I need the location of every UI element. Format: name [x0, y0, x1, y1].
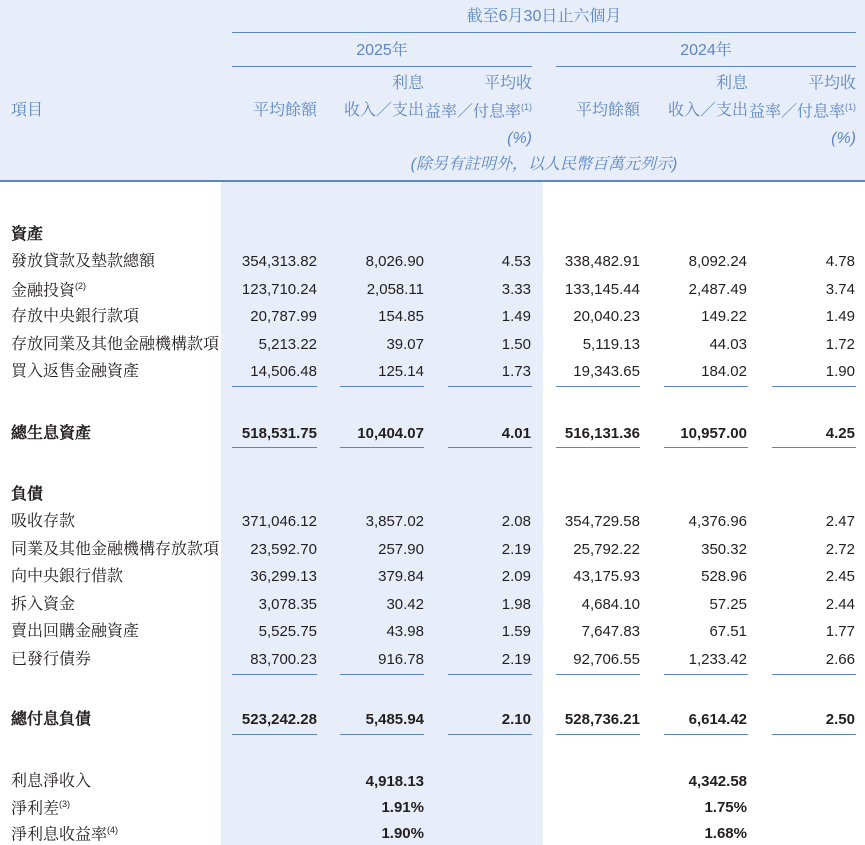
row-label-text: 總生息資產	[11, 425, 92, 442]
asset-row-label	[11, 309, 139, 325]
cell-underline	[340, 447, 424, 448]
asset-row-label	[11, 364, 139, 380]
col-rate-top-2024: 平均收	[807, 75, 856, 92]
table-cell: 4.25	[825, 425, 855, 442]
asset-row-label	[11, 282, 86, 299]
table-cell: 1.49	[501, 308, 531, 325]
row-label-text: 吸收存款	[11, 513, 76, 530]
row-label-text: 存放中央銀行款項	[11, 308, 140, 325]
table-cell: 350.32	[701, 540, 747, 558]
year-2024-rule	[556, 66, 856, 67]
summary-row-label	[11, 826, 118, 843]
cell-underline	[664, 447, 748, 448]
cell-underline	[232, 386, 317, 387]
footnote-ref: (4)	[107, 825, 119, 835]
cell-underline	[772, 447, 856, 448]
table-cell: 25,792.22	[573, 540, 640, 558]
row-label-text: 賣出回購金融資產	[11, 623, 140, 640]
liability-row-label	[11, 652, 91, 668]
row-label-text: 買入返售金融資產	[11, 363, 140, 380]
liability-row-label	[11, 597, 75, 613]
table-cell: 10,404.07	[357, 425, 424, 442]
asset-row-label	[11, 254, 155, 270]
table-cell: 516,131.36	[564, 425, 640, 442]
table-cell: 3,857.02	[365, 513, 424, 530]
summary-value-2024: 4,342.58	[688, 773, 747, 790]
cell-underline	[772, 734, 856, 735]
table-cell: 4,684.10	[581, 595, 640, 613]
table-cell: 5,485.94	[365, 711, 424, 728]
liability-row-label	[11, 624, 139, 640]
cell-underline	[772, 674, 856, 675]
cell-underline	[340, 386, 424, 387]
cell-underline	[772, 386, 856, 387]
table-cell: 8,092.24	[688, 253, 747, 270]
liabilities-section-heading: 負債	[11, 486, 44, 503]
col-avg-balance-2025: 平均餘額	[252, 102, 317, 119]
col-avg-balance-2024: 平均餘額	[575, 102, 640, 119]
table-cell: 57.25	[709, 595, 747, 613]
cell-underline	[556, 386, 640, 387]
table-cell: 149.22	[701, 308, 747, 325]
cell-underline	[448, 447, 532, 448]
table-cell: 2.66	[825, 650, 855, 668]
table-cell: 3.33	[501, 280, 531, 298]
table-cell: 523,242.28	[241, 711, 317, 728]
table-cell: 3.74	[825, 280, 855, 298]
table-cell: 10,957.00	[680, 425, 747, 442]
table-cell: 518,531.75	[241, 425, 317, 442]
table-cell: 528.96	[701, 568, 747, 585]
row-label-text: 向中央銀行借款	[11, 568, 124, 585]
col-rate-unit-2024: (%)	[831, 130, 856, 147]
liability-row-label	[11, 542, 219, 558]
cell-underline	[664, 674, 748, 675]
row-label-text: 淨利差	[11, 800, 60, 818]
table-cell: 39.07	[386, 335, 424, 353]
row-label-text: 總付息負債	[11, 711, 92, 728]
table-cell: 1.72	[825, 335, 855, 353]
table-cell: 2.19	[501, 650, 531, 668]
table-cell: 14,506.48	[250, 363, 317, 380]
table-cell: 1.77	[825, 623, 855, 640]
table-cell: 1.73	[501, 363, 531, 380]
cell-underline	[448, 734, 532, 735]
row-label-text: 拆入資金	[11, 595, 76, 613]
table-cell: 5,119.13	[582, 335, 640, 353]
table-cell: 1.98	[501, 595, 531, 613]
cell-underline	[556, 447, 640, 448]
cell-underline	[556, 674, 640, 675]
table-cell: 43.98	[386, 623, 424, 640]
table-cell: 19,343.65	[573, 363, 640, 380]
cell-underline	[448, 674, 532, 675]
table-cell: 43,175.93	[573, 568, 640, 585]
unit-note: (除另有註明外，以人民幣百萬元列示)	[410, 156, 678, 173]
period-rule	[232, 32, 856, 33]
cell-underline	[448, 386, 532, 387]
table-cell: 4.01	[501, 425, 531, 442]
table-cell: 2.44	[825, 595, 855, 613]
footnote-ref: (2)	[75, 280, 87, 291]
table-cell: 20,787.99	[250, 308, 317, 325]
table-cell: 916.78	[378, 650, 424, 668]
row-label-text: 金融投資	[11, 281, 76, 299]
table-cell: 30.42	[386, 595, 424, 613]
table-cell: 1.50	[501, 335, 531, 353]
header-bottom-rule	[0, 180, 865, 182]
table-cell: 4.78	[825, 253, 855, 270]
table-cell: 133,145.44	[564, 280, 640, 298]
table-cell: 2,487.49	[688, 280, 747, 298]
table-cell: 2.10	[501, 711, 531, 728]
period-heading: 截至6月30日止六個月	[466, 8, 622, 25]
table-cell: 354,313.82	[241, 253, 317, 270]
col-interest-bottom-2024: 收入／支出	[667, 102, 748, 119]
table-cell: 4,376.96	[688, 513, 747, 530]
col-rate-bottom-2024: 益率／付息率$^{(1)}$	[748, 102, 856, 121]
col-rate-bottom-2025: 益率／付息率$^{(1)}$	[424, 102, 532, 121]
table-cell: 2.08	[501, 513, 531, 530]
year-2025-rule	[232, 66, 532, 67]
asset-row-label	[11, 337, 219, 353]
row-label-text: 已發行債券	[11, 650, 92, 668]
col-interest-bottom-2025: 收入／支出	[343, 102, 424, 119]
summary-value-2025: 1.90%	[381, 825, 424, 842]
table-cell: 2.19	[501, 540, 531, 558]
summary-row-label	[11, 774, 91, 790]
year-2025-heading: 2025年	[356, 42, 408, 59]
table-cell: 67.51	[709, 623, 747, 640]
col-rate-unit-2025: (%)	[507, 130, 532, 147]
table-cell: 257.90	[378, 540, 424, 558]
table-cell: 354,729.58	[564, 513, 640, 530]
col-rate-top-2025: 平均收	[483, 75, 532, 92]
table-cell: 1,233.42	[688, 650, 747, 668]
table-cell: 338,482.91	[564, 253, 640, 270]
table-cell: 2,058.11	[366, 280, 424, 298]
table-cell: 4.53	[501, 253, 531, 270]
table-cell: 184.02	[701, 363, 747, 380]
table-cell: 2.72	[825, 540, 855, 558]
col-interest-top-2024: 利息	[715, 75, 748, 92]
col-interest-top-2025: 利息	[391, 75, 424, 92]
table-cell: 5,525.75	[258, 623, 317, 640]
total-assets-label	[11, 426, 91, 442]
row-label-text: 發放貸款及墊款總額	[11, 253, 156, 270]
liability-row-label	[11, 569, 123, 585]
assets-section-heading: 資產	[11, 226, 44, 243]
cell-underline	[232, 674, 317, 675]
row-label-text: 淨利息收益率	[11, 826, 108, 844]
summary-value-2025: 1.91%	[381, 799, 424, 816]
total-liabilities-label	[11, 712, 91, 728]
year-2024-heading: 2024年	[680, 42, 732, 59]
table-cell: 20,040.23	[573, 308, 640, 325]
row-label-text: 同業及其他金融機構存放款項	[11, 540, 220, 558]
table-cell: 1.49	[825, 308, 855, 325]
table-cell: 125.14	[378, 363, 424, 380]
cell-underline	[664, 386, 748, 387]
table-cell: 3,078.35	[258, 595, 317, 613]
table-cell: 123,710.24	[241, 280, 317, 298]
table-cell: 379.84	[378, 568, 424, 585]
table-cell: 2.47	[825, 513, 855, 530]
cell-underline	[340, 674, 424, 675]
cell-underline	[232, 447, 317, 448]
liability-row-label	[11, 514, 75, 530]
table-cell: 1.90	[825, 363, 855, 380]
table-cell: 2.09	[501, 568, 531, 585]
table-cell: 371,046.12	[241, 513, 317, 530]
summary-value-2024: 1.75%	[704, 799, 747, 816]
table-cell: 6,614.42	[688, 711, 747, 728]
table-cell: 36,299.13	[250, 568, 317, 585]
table-cell: 2.50	[825, 711, 855, 728]
cell-underline	[664, 734, 748, 735]
table-cell: 83,700.23	[250, 650, 317, 668]
table-cell: 92,706.55	[573, 650, 640, 668]
cell-underline	[556, 734, 640, 735]
row-label-text: 存放同業及其他金融機構款項	[11, 335, 220, 353]
footnote-ref: (3)	[59, 799, 71, 809]
summary-value-2025: 4,918.13	[365, 773, 424, 790]
cell-underline	[340, 734, 424, 735]
table-cell: 154.85	[378, 308, 424, 325]
table-cell: 8,026.90	[365, 253, 424, 270]
item-column-heading: 項目	[11, 102, 44, 119]
table-cell: 44.03	[709, 335, 747, 353]
table-cell: 528,736.21	[564, 711, 640, 728]
table-cell: 5,213.22	[258, 335, 317, 353]
summary-row-label	[11, 800, 70, 817]
table-cell: 23,592.70	[250, 540, 317, 558]
cell-underline	[232, 734, 317, 735]
table-cell: 2.45	[825, 568, 855, 585]
summary-value-2024: 1.68%	[704, 825, 747, 842]
table-cell: 1.59	[501, 623, 531, 640]
table-cell: 7,647.83	[581, 623, 640, 640]
row-label-text: 利息淨收入	[11, 773, 92, 790]
